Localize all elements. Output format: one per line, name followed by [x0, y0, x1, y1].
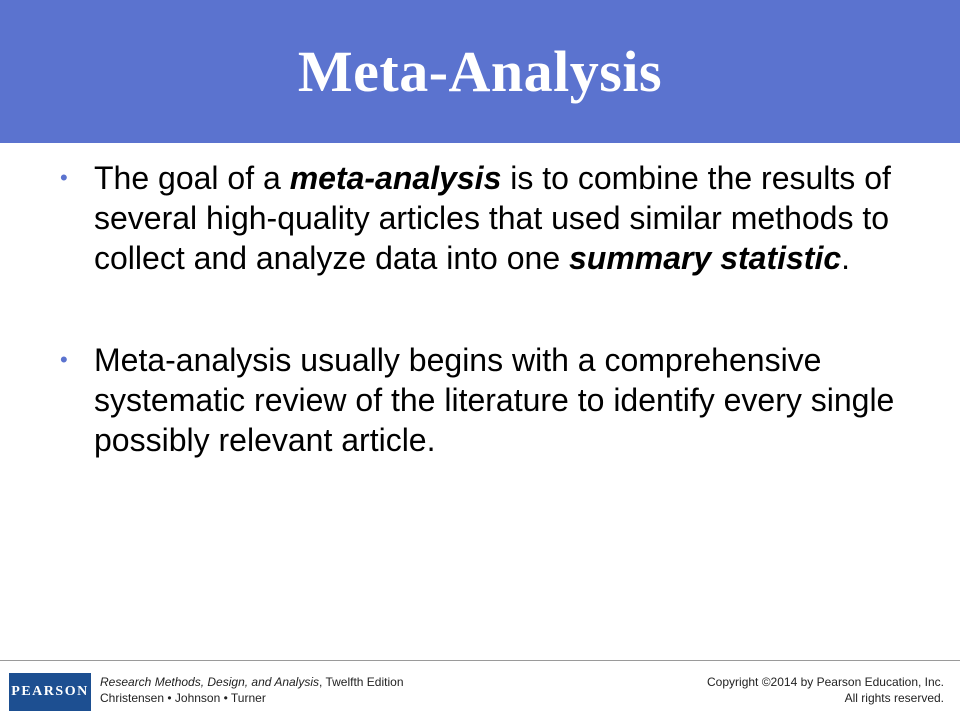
slide-title: Meta-Analysis [297, 39, 663, 104]
bullet-item [60, 340, 900, 460]
logo-text: PEARSON [11, 684, 89, 699]
book-edition: , Twelfth Edition [319, 675, 404, 689]
book-title: Research Methods, Design, and Analysis [100, 675, 319, 689]
bullet-text [94, 158, 900, 278]
slide-content [60, 158, 900, 460]
bullet-marker-icon: • [60, 165, 68, 190]
bullet-marker-icon: • [60, 347, 68, 372]
bullet-text-segment: is to combine the results of several high-quality articles that used similar methods to collect and analyze data into one [94, 160, 891, 276]
pearson-logo [9, 673, 91, 711]
slide-footer [0, 660, 960, 721]
book-citation [100, 674, 404, 706]
bullet-text-segment: The goal of a [94, 160, 290, 196]
bullet-item [60, 158, 900, 278]
book-authors: Christensen • Johnson • Turner [100, 691, 266, 705]
bullet-text: Meta-analysis usually begins with a comprehensive systematic review of the literature to identify every single possibly relevant article. [94, 342, 895, 458]
copyright-text: Copyright ©2014 by Pearson Education, Inc. [707, 675, 944, 689]
rights-text: All rights reserved. [844, 691, 944, 705]
emphasis-term: summary statistic [569, 240, 842, 276]
bullet-text-segment: . [841, 240, 851, 276]
emphasis-term: meta-analysis [289, 160, 502, 196]
copyright-notice [707, 674, 944, 706]
title-bar [0, 0, 960, 143]
